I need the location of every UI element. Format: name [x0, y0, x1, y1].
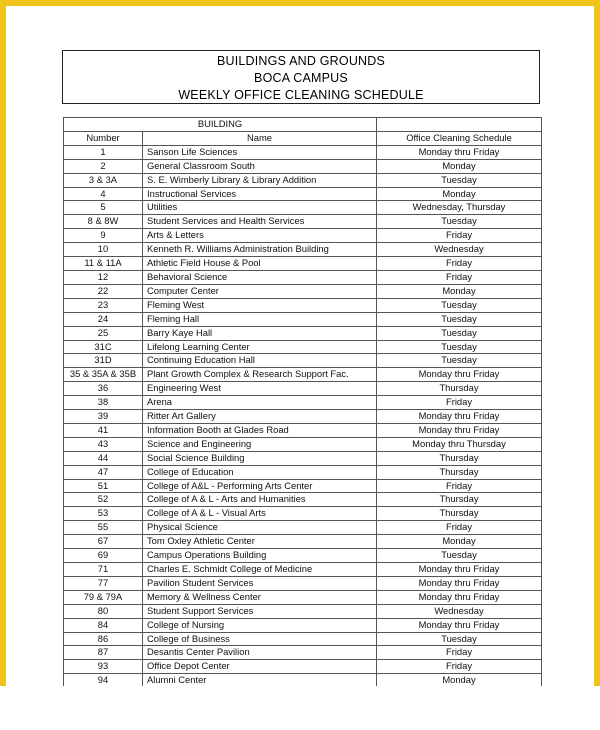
cleaning-schedule: Thursday: [377, 451, 542, 465]
cleaning-schedule: Monday: [377, 159, 542, 173]
table-row: [64, 660, 542, 674]
title-line-1: BUILDINGS AND GROUNDS: [216, 54, 386, 68]
building-number: 4: [64, 187, 143, 201]
cleaning-schedule: Tuesday: [377, 549, 542, 563]
cleaning-schedule: Monday thru Friday: [377, 576, 542, 590]
building-number: 25: [64, 326, 143, 340]
building-name: Utilities: [143, 201, 377, 215]
building-number: 77: [64, 576, 143, 590]
building-name: Lifelong Learning Center: [143, 340, 377, 354]
schedule-column-header: Office Cleaning Schedule: [377, 131, 542, 145]
table-row: [64, 187, 542, 201]
building-name: College of Business: [143, 632, 377, 646]
cleaning-schedule: Tuesday: [377, 326, 542, 340]
table-row: [64, 312, 542, 326]
building-number: 94: [64, 674, 143, 688]
table-row: [64, 270, 542, 284]
building-number: 35 & 35A & 35B: [64, 368, 143, 382]
table-row: [64, 493, 542, 507]
building-name: Computer Center: [143, 284, 377, 298]
building-name: Charles E. Schmidt College of Medicine: [143, 563, 377, 577]
building-number: 38: [64, 396, 143, 410]
building-number: 5: [64, 201, 143, 215]
table-header-row-1: [64, 118, 542, 132]
table-row: [64, 145, 542, 159]
building-number: 1: [64, 145, 143, 159]
building-name: Fleming Hall: [143, 312, 377, 326]
cleaning-schedule: Tuesday: [377, 632, 542, 646]
building-name: College of Education: [143, 465, 377, 479]
building-number: 23: [64, 298, 143, 312]
cleaning-schedule: Monday thru Thursday: [377, 437, 542, 451]
cleaning-schedule: Monday thru Friday: [377, 368, 542, 382]
building-name: Engineering West: [143, 382, 377, 396]
building-number: 41: [64, 423, 143, 437]
table-row: [64, 618, 542, 632]
cleaning-schedule: Tuesday: [377, 340, 542, 354]
table-row: [64, 451, 542, 465]
table-row: [64, 173, 542, 187]
table-row: [64, 549, 542, 563]
building-number: 2: [64, 159, 143, 173]
table-row: [64, 563, 542, 577]
cleaning-schedule: Monday: [377, 674, 542, 688]
building-name: Student Support Services: [143, 604, 377, 618]
cleaning-schedule: Friday: [377, 229, 542, 243]
table-row: [64, 576, 542, 590]
cleaning-schedule: Tuesday: [377, 354, 542, 368]
building-number: 11 & 11A: [64, 257, 143, 271]
building-number: 51: [64, 479, 143, 493]
building-name: College of A&L - Performing Arts Center: [143, 479, 377, 493]
building-name: Instructional Services: [143, 187, 377, 201]
cleaning-schedule: Thursday: [377, 507, 542, 521]
building-number: 86: [64, 632, 143, 646]
cleaning-schedule: Friday: [377, 270, 542, 284]
building-name: Pavilion Student Services: [143, 576, 377, 590]
title-box: [62, 50, 540, 104]
table-row: [64, 215, 542, 229]
cleaning-schedule: Thursday: [377, 465, 542, 479]
building-name: S. E. Wimberly Library & Library Addition: [143, 173, 377, 187]
building-name: Continuing Education Hall: [143, 354, 377, 368]
table-row: [64, 646, 542, 660]
building-name: General Classroom South: [143, 159, 377, 173]
table-row: [64, 201, 542, 215]
table-row: [64, 229, 542, 243]
building-name: Barry Kaye Hall: [143, 326, 377, 340]
cleaning-schedule: Monday thru Friday: [377, 618, 542, 632]
building-name: Ritter Art Gallery: [143, 410, 377, 424]
cleaning-schedule: Friday: [377, 257, 542, 271]
building-number: 43: [64, 437, 143, 451]
building-name: Plant Growth Complex & Research Support Fac.: [143, 368, 377, 382]
table-body: [64, 145, 542, 687]
building-name: Alumni Center: [143, 674, 377, 688]
building-number: 84: [64, 618, 143, 632]
building-number: 53: [64, 507, 143, 521]
building-name: Memory & Wellness Center: [143, 590, 377, 604]
table-header-row-2: [64, 131, 542, 145]
blank-header-cell: [377, 118, 542, 132]
table-row: [64, 410, 542, 424]
cleaning-schedule: Friday: [377, 479, 542, 493]
table-row: [64, 507, 542, 521]
building-name: Campus Operations Building: [143, 549, 377, 563]
building-name: College of A & L - Visual Arts: [143, 507, 377, 521]
building-name: Student Services and Health Services: [143, 215, 377, 229]
building-number: 39: [64, 410, 143, 424]
table-row: [64, 479, 542, 493]
cleaning-schedule: Friday: [377, 396, 542, 410]
cleaning-schedule: Monday thru Friday: [377, 563, 542, 577]
cleaning-schedule: Thursday: [377, 493, 542, 507]
table-row: [64, 465, 542, 479]
cleaning-schedule: Monday: [377, 535, 542, 549]
building-number: 8 & 8W: [64, 215, 143, 229]
building-number: 52: [64, 493, 143, 507]
table-row: [64, 243, 542, 257]
table-row: [64, 535, 542, 549]
building-name: Information Booth at Glades Road: [143, 423, 377, 437]
building-name: Athletic Field House & Pool: [143, 257, 377, 271]
building-number: 80: [64, 604, 143, 618]
building-name: Desantis Center Pavilion: [143, 646, 377, 660]
building-name: Science and Engineering: [143, 437, 377, 451]
table-row: [64, 423, 542, 437]
building-group-header: BUILDING: [64, 118, 377, 132]
name-column-header: Name: [143, 131, 377, 145]
building-number: 71: [64, 563, 143, 577]
building-name: Office Depot Center: [143, 660, 377, 674]
table-row: [64, 382, 542, 396]
cleaning-schedule: Tuesday: [377, 173, 542, 187]
building-number: 31C: [64, 340, 143, 354]
cleaning-schedule: Wednesday: [377, 604, 542, 618]
building-number: 67: [64, 535, 143, 549]
building-number: 9: [64, 229, 143, 243]
cleaning-schedule: Wednesday, Thursday: [377, 201, 542, 215]
building-name: Social Science Building: [143, 451, 377, 465]
title-line-2: BOCA CAMPUS: [254, 71, 348, 85]
table-row: [64, 284, 542, 298]
cleaning-schedule: Tuesday: [377, 312, 542, 326]
cleaning-schedule: Monday thru Friday: [377, 410, 542, 424]
cleaning-schedule: Friday: [377, 646, 542, 660]
building-number: 93: [64, 660, 143, 674]
building-number: 22: [64, 284, 143, 298]
table-row: [64, 632, 542, 646]
cleaning-schedule: Monday thru Friday: [377, 145, 542, 159]
building-number: 10: [64, 243, 143, 257]
number-column-header: Number: [64, 131, 143, 145]
table-row: [64, 159, 542, 173]
building-name: Sanson Life Sciences: [143, 145, 377, 159]
cleaning-schedule: Monday: [377, 284, 542, 298]
table-row: [64, 326, 542, 340]
table-row: [64, 298, 542, 312]
title-line-3: WEEKLY OFFICE CLEANING SCHEDULE: [178, 88, 424, 102]
building-number: 12: [64, 270, 143, 284]
table-row: [64, 368, 542, 382]
table-row: [64, 437, 542, 451]
table-row: [64, 340, 542, 354]
building-number: 44: [64, 451, 143, 465]
building-name: College of A & L - Arts and Humanities: [143, 493, 377, 507]
building-name: College of Nursing: [143, 618, 377, 632]
cleaning-schedule: Friday: [377, 660, 542, 674]
building-number: 79 & 79A: [64, 590, 143, 604]
cleaning-schedule: Friday: [377, 521, 542, 535]
building-name: Arts & Letters: [143, 229, 377, 243]
table-row: [64, 521, 542, 535]
building-name: Arena: [143, 396, 377, 410]
building-number: 55: [64, 521, 143, 535]
building-number: 69: [64, 549, 143, 563]
cleaning-schedule: Thursday: [377, 382, 542, 396]
building-number: 47: [64, 465, 143, 479]
table-row: [64, 590, 542, 604]
building-name: Behavioral Science: [143, 270, 377, 284]
building-name: Fleming West: [143, 298, 377, 312]
cleaning-schedule: Tuesday: [377, 215, 542, 229]
table-row: [64, 354, 542, 368]
building-name: Kenneth R. Williams Administration Building: [143, 243, 377, 257]
cleaning-schedule: Monday: [377, 187, 542, 201]
cleaning-schedule: Tuesday: [377, 298, 542, 312]
building-number: 3 & 3A: [64, 173, 143, 187]
building-name: Tom Oxley Athletic Center: [143, 535, 377, 549]
table-row: [64, 396, 542, 410]
cleaning-schedule-table: [63, 117, 542, 688]
building-number: 31D: [64, 354, 143, 368]
building-number: 24: [64, 312, 143, 326]
table-row: [64, 604, 542, 618]
table-row: [64, 257, 542, 271]
page-cutoff: [0, 686, 600, 730]
building-number: 87: [64, 646, 143, 660]
cleaning-schedule: Monday thru Friday: [377, 590, 542, 604]
building-name: Physical Science: [143, 521, 377, 535]
cleaning-schedule: Wednesday: [377, 243, 542, 257]
building-number: 36: [64, 382, 143, 396]
cleaning-schedule: Monday thru Friday: [377, 423, 542, 437]
